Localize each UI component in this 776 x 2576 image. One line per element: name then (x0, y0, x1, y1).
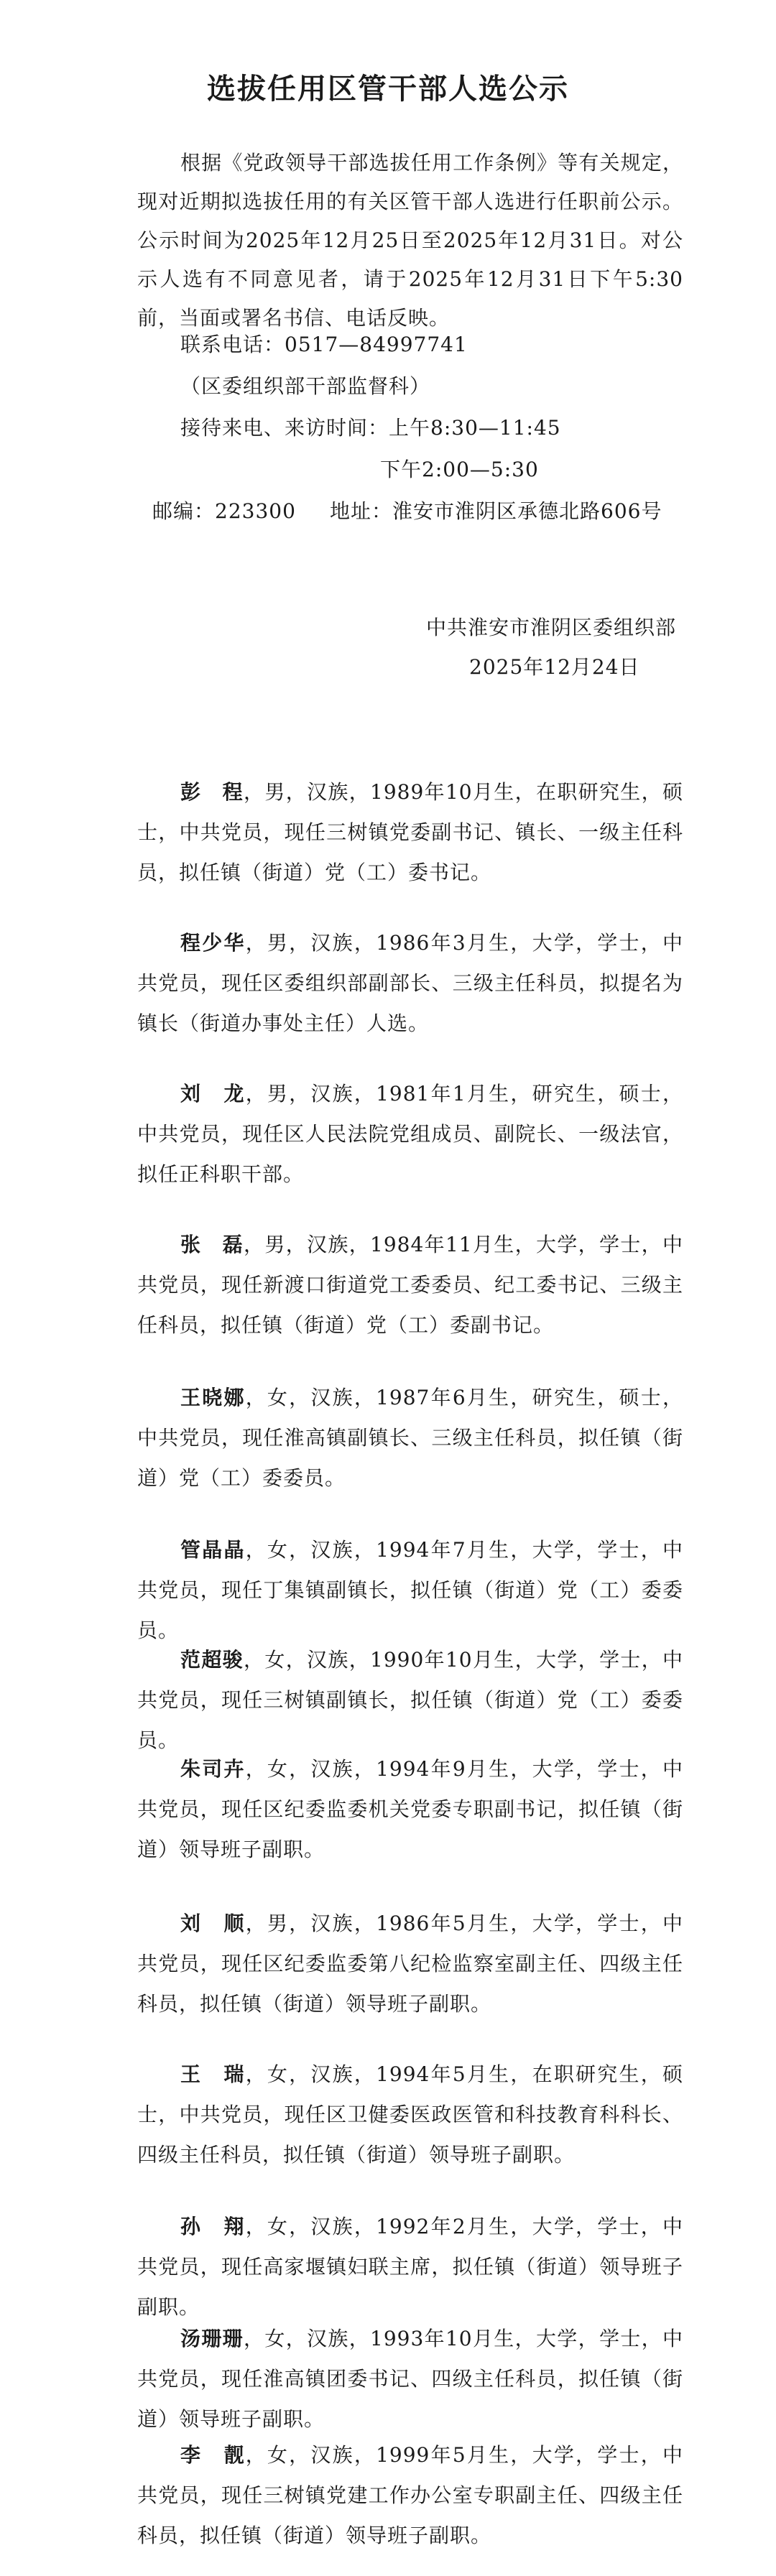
candidate-description: ，女，汉族，1993年10月生，大学，学士，中共党员，现任淮高镇团委书记、四级主任科员，拟任镇（街道）领导班子副职。 (137, 2327, 683, 2431)
signature-date: 2025年12月24日 (469, 655, 640, 679)
candidate-name: 彭 程 (180, 780, 244, 804)
contact-postcode: 邮编：223300 (152, 499, 296, 523)
candidate-description: ，女，汉族，1994年9月生，大学，学士，中共党员，现任区纪委监委机关党委专职副书记，拟任镇（街道）领导班子副职。 (137, 1757, 683, 1861)
candidate-entry (137, 2319, 683, 2440)
candidate-description: ，男，汉族，1989年10月生，在职研究生，硕士，中共党员，现任三树镇党委副书记、镇长、一级主任科员，拟任镇（街道）党（工）委书记。 (137, 780, 683, 884)
candidate-entry (137, 1749, 683, 1870)
candidate-entry (137, 1530, 683, 1651)
candidate-entry (137, 1904, 683, 2024)
candidate-entry (137, 2054, 683, 2175)
candidate-entry (137, 923, 683, 1044)
contact-department: （区委组织部干部监督科） (180, 374, 431, 398)
contact-hours-pm: 下午2:00—5:30 (380, 458, 539, 481)
contact-phone: 联系电话：0517—84997741 (180, 333, 468, 356)
candidate-description: ，女，汉族，1987年6月生，研究生，硕士，中共党员，现任淮高镇副镇长、三级主任科员，拟任镇（街道）党（工）委委员。 (137, 1386, 683, 1490)
candidate-description: ，女，汉族，1994年7月生，大学，学士，中共党员，现任丁集镇副镇长，拟任镇（街道）党（工）委委员。 (137, 1538, 683, 1642)
intro-paragraph: 根据《党政领导干部选拔任用工作条例》等有关规定，现对近期拟选拔任用的有关区管干部人选进行任职前公示。公示时间为2025年12月25日至2025年12月31日。对公示人选有不同意见者，请于2025年12月31日下午5:30前，当面或署名书信、电话反映。 (137, 151, 683, 330)
candidate-name: 刘 顺 (180, 1912, 246, 1935)
candidate-name: 管晶晶 (180, 1538, 246, 1562)
candidate-description: ，男，汉族，1986年3月生，大学，学士，中共党员，现任区委组织部副部长、三级主任科员，拟提名为镇长（街道办事处主任）人选。 (137, 931, 683, 1035)
page-title: 选拔任用区管干部人选公示 (207, 72, 569, 106)
candidate-entry (137, 1074, 683, 1195)
candidate-name: 王晓娜 (180, 1386, 246, 1409)
candidate-description: ，男，汉族，1981年1月生，研究生，硕士，中共党员，现任区人民法院党组成员、副院长、一级法官，拟任正科职干部。 (137, 1082, 683, 1186)
candidate-name: 孙 翔 (180, 2215, 246, 2238)
candidate-description: ，女，汉族，1999年5月生，大学，学士，中共党员，现任三树镇党建工作办公室专职副主任、四级主任科员，拟任镇（街道）领导班子副职。 (137, 2443, 683, 2547)
candidate-name: 张 磊 (180, 1233, 244, 1256)
candidate-name: 李 靓 (180, 2443, 246, 2467)
candidate-name: 范超骏 (180, 1648, 244, 1672)
candidate-entry (137, 1640, 683, 1761)
candidate-name: 刘 龙 (180, 1082, 246, 1106)
candidate-name: 朱司卉 (180, 1757, 246, 1781)
contact-hours-am: 接待来电、来访时间：上午8:30—11:45 (180, 416, 561, 440)
candidate-entry (137, 772, 683, 893)
candidate-description: ，男，汉族，1984年11月生，大学，学士，中共党员，现任新渡口街道党工委委员、纪工委书记、三级主任科员，拟任镇（街道）党（工）委副书记。 (137, 1233, 683, 1337)
candidate-description: ，女，汉族，1990年10月生，大学，学士，中共党员，现任三树镇副镇长，拟任镇（街道）党（工）委委员。 (137, 1648, 683, 1752)
candidate-name: 程少华 (180, 931, 246, 955)
candidate-name: 王 瑞 (180, 2062, 246, 2086)
candidate-description: ，女，汉族，1994年5月生，在职研究生，硕士，中共党员，现任区卫健委医政医管和科技教育科科长、四级主任科员，拟任镇（街道）领导班子副职。 (137, 2062, 683, 2167)
candidate-name: 汤珊珊 (180, 2327, 244, 2350)
candidate-entry (137, 2435, 683, 2556)
candidate-entry (137, 1225, 683, 1345)
candidate-description: ，女，汉族，1992年2月生，大学，学士，中共党员，现任高家堰镇妇联主席，拟任镇（街道）领导班子副职。 (137, 2215, 683, 2319)
signature-org: 中共淮安市淮阴区委组织部 (426, 616, 677, 639)
contact-address: 地址：淮安市淮阴区承德北路606号 (330, 499, 662, 523)
candidate-description: ，男，汉族，1986年5月生，大学，学士，中共党员，现任区纪委监委第八纪检监察室副主任、四级主任科员，拟任镇（街道）领导班子副职。 (137, 1912, 683, 2016)
candidate-entry (137, 1378, 683, 1498)
candidate-entry (137, 2207, 683, 2327)
